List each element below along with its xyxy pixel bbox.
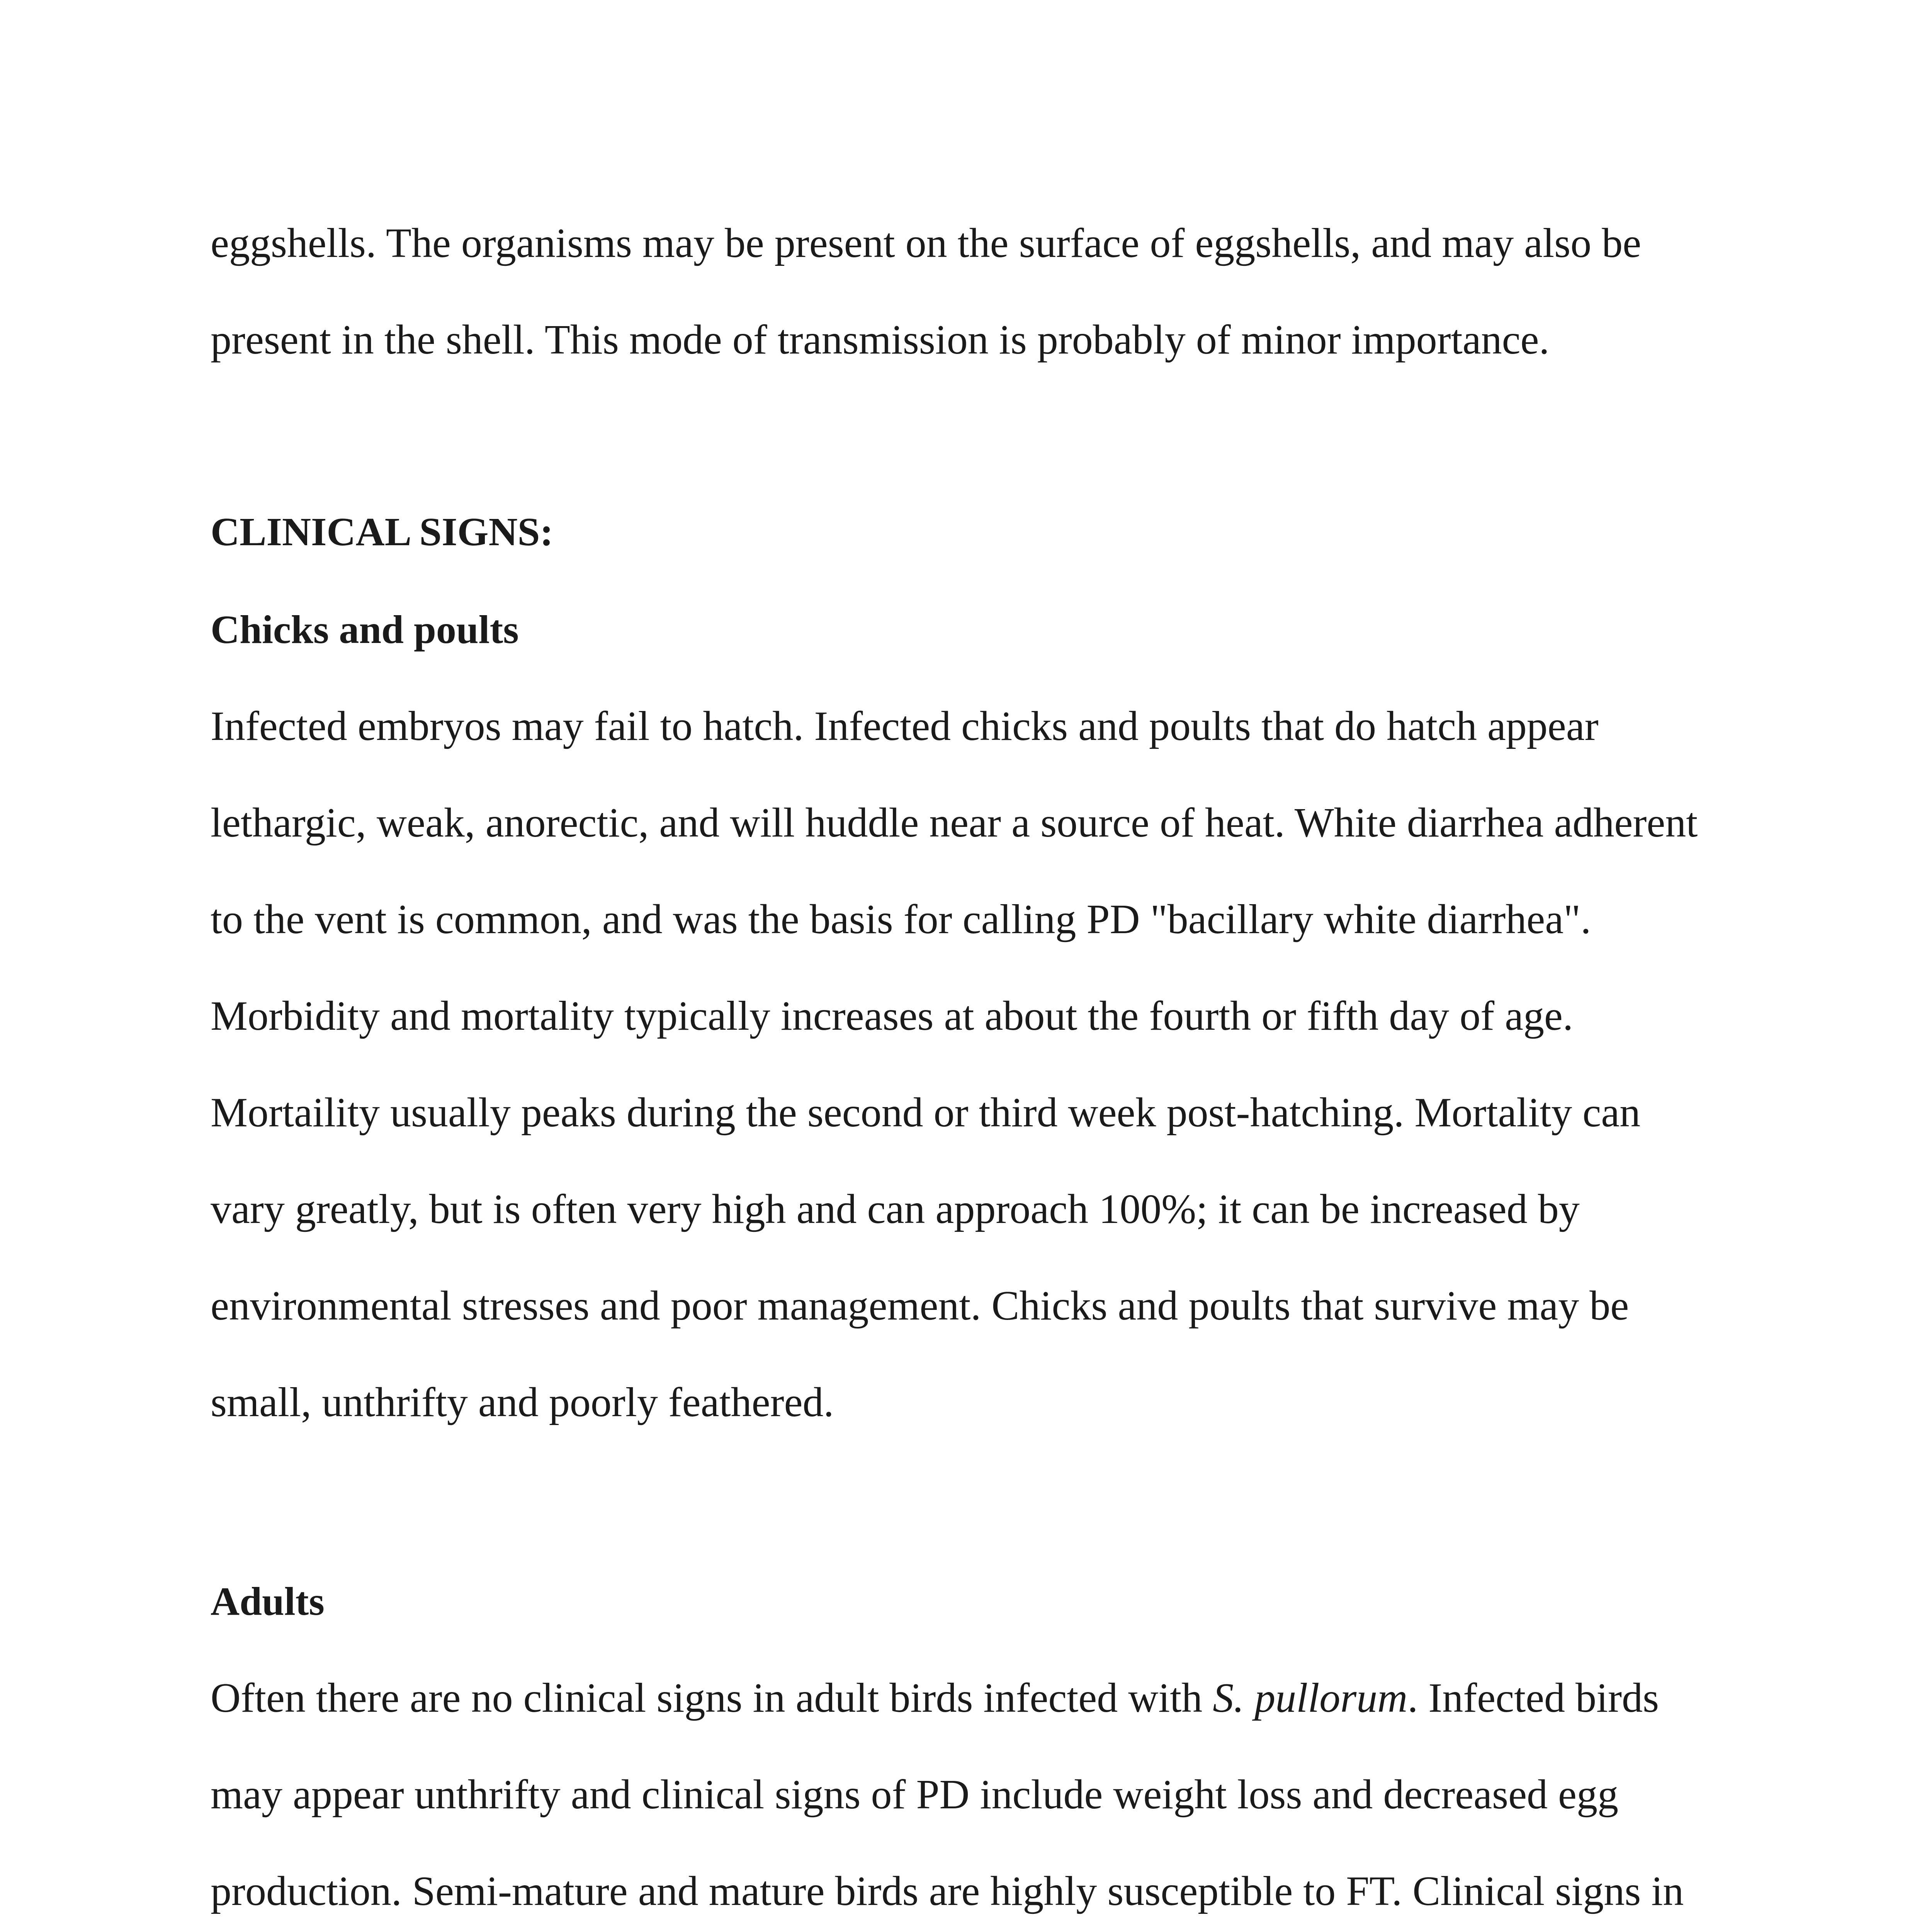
subsection-heading: Adults <box>211 1579 325 1624</box>
body-text-line: eggshells. The organisms may be present on the surface of eggshells, and may also be <box>211 220 1642 266</box>
body-text-line: Infected embryos may fail to hatch. Infected chicks and poults that do hatch appear <box>211 703 1599 749</box>
body-text-line: may appear unthrifty and clinical signs of PD include weight loss and decreased egg <box>211 1772 1618 1818</box>
body-text-line: Mortaility usually peaks during the second or third week post-hatching. Mortality can <box>211 1090 1641 1136</box>
body-text-line: Morbidity and mortality typically increases at about the fourth or fifth day of age. <box>211 993 1573 1039</box>
text-run: . Infected birds <box>1407 1675 1659 1721</box>
body-text-line <box>211 1673 1659 1723</box>
species-name: S. pullorum <box>1213 1675 1408 1721</box>
text-run: Often there are no clinical signs in adult birds infected with <box>211 1675 1213 1721</box>
body-text-line: present in the shell. This mode of transmission is probably of minor importance. <box>211 317 1550 363</box>
body-text-line: environmental stresses and poor management. Chicks and poults that survive may be <box>211 1283 1629 1329</box>
section-heading: CLINICAL SIGNS: <box>211 510 554 554</box>
body-text-line: vary greatly, but is often very high and can approach 100%; it can be increased by <box>211 1186 1580 1232</box>
body-text-line: production. Semi-mature and mature birds are highly susceptible to FT. Clinical signs in <box>211 1868 1684 1914</box>
body-text-line: to the vent is common, and was the basis for calling PD "bacillary white diarrhea". <box>211 896 1591 942</box>
body-text-line: small, unthrifty and poorly feathered. <box>211 1379 834 1425</box>
subsection-heading: Chicks and poults <box>211 607 519 652</box>
body-text-line: lethargic, weak, anorectic, and will huddle near a source of heat. White diarrhea adherent <box>211 800 1698 846</box>
